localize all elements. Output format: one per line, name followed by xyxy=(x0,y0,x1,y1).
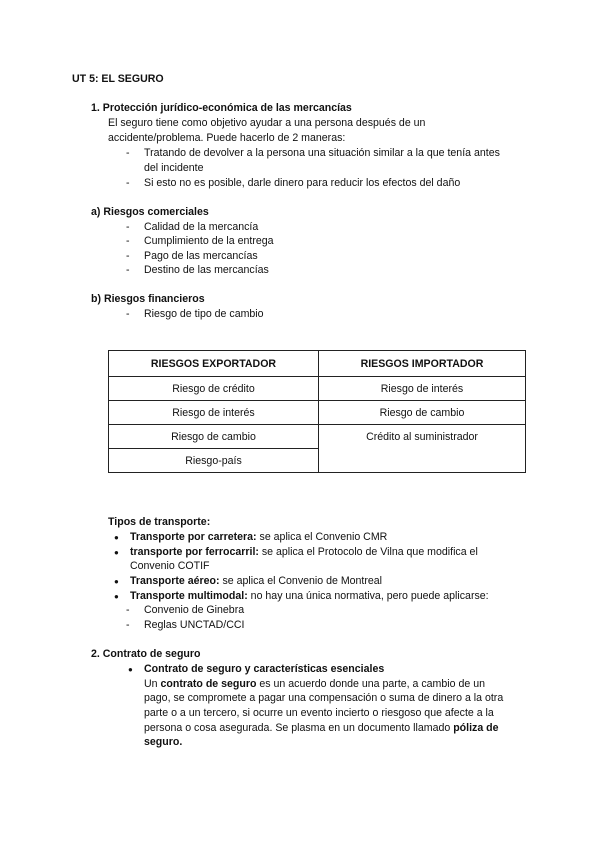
table-row xyxy=(109,377,526,401)
list-item-continuation: Convenio COTIF xyxy=(130,560,210,572)
section-1-para-line-1: El seguro tiene como objetivo ayudar a una persona después de un xyxy=(108,117,426,129)
table-cell: Riesgo de cambio xyxy=(319,401,526,425)
list-item: - Destino de las mercancías xyxy=(144,264,269,276)
list-item-continuation: del incidente xyxy=(144,162,204,174)
list-item: - Tratando de devolver a la persona una situación similar a la que tenía antes xyxy=(144,147,500,159)
table-row xyxy=(109,425,526,449)
section-a-heading: a) Riesgos comerciales xyxy=(91,206,209,218)
page-title: UT 5: EL SEGURO xyxy=(72,73,164,85)
table-header-exporter: RIESGOS EXPORTADOR xyxy=(109,351,319,377)
paragraph-line: persona o cosa asegurada. Se plasma en un documento llamado póliza de xyxy=(144,722,499,734)
table-cell: Riesgo de cambio xyxy=(109,425,319,449)
section-1-para-line-2: accidente/problema. Puede hacerlo de 2 maneras: xyxy=(108,132,346,144)
list-item: - Convenio de Ginebra xyxy=(144,604,244,616)
table-header-importer: RIESGOS IMPORTADOR xyxy=(319,351,526,377)
list-item: ● Transporte por carretera: se aplica el Convenio CMR xyxy=(130,531,387,543)
table-cell: Crédito al suministrador xyxy=(319,425,526,473)
transport-heading: Tipos de transporte: xyxy=(108,516,211,528)
section-2-subheading: ● Contrato de seguro y características esenciales xyxy=(144,663,384,675)
list-item: - Si esto no es posible, darle dinero para reducir los efectos del daño xyxy=(144,177,460,189)
list-item: ● Transporte aéreo: se aplica el Convenio de Montreal xyxy=(130,575,382,587)
section-1-heading: 1. Protección jurídico-económica de las mercancías xyxy=(91,102,352,114)
list-item: - Pago de las mercancías xyxy=(144,250,258,262)
table-cell: Riesgo de interés xyxy=(109,401,319,425)
section-b-heading: b) Riesgos financieros xyxy=(91,293,205,305)
table-row xyxy=(109,401,526,425)
list-item: ● Transporte multimodal: no hay una única normativa, pero puede aplicarse: xyxy=(130,590,489,602)
section-2-heading: 2. Contrato de seguro xyxy=(91,648,201,660)
list-item: ● transporte por ferrocarril: se aplica el Protocolo de Vilna que modifica el xyxy=(130,546,478,558)
table-header-row xyxy=(109,351,526,377)
table-cell: Riesgo de interés xyxy=(319,377,526,401)
list-item: - Cumplimiento de la entrega xyxy=(144,235,274,247)
paragraph-line: pago, se compromete a pagar una compensación o suma de dinero a la otra xyxy=(144,692,504,704)
list-item: - Calidad de la mercancía xyxy=(144,221,258,233)
table-cell: Riesgo-país xyxy=(109,449,319,473)
paragraph-line: Un contrato de seguro es un acuerdo donde una parte, a cambio de un xyxy=(144,678,485,690)
table-cell: Riesgo de crédito xyxy=(109,377,319,401)
list-item: - Riesgo de tipo de cambio xyxy=(144,308,264,320)
risk-table xyxy=(108,350,526,473)
paragraph-line: parte o a un tercero, si ocurre un evento incierto o riesgoso que afecte a la xyxy=(144,707,494,719)
paragraph-line: seguro. xyxy=(144,736,183,748)
list-item: - Reglas UNCTAD/CCI xyxy=(144,619,244,631)
